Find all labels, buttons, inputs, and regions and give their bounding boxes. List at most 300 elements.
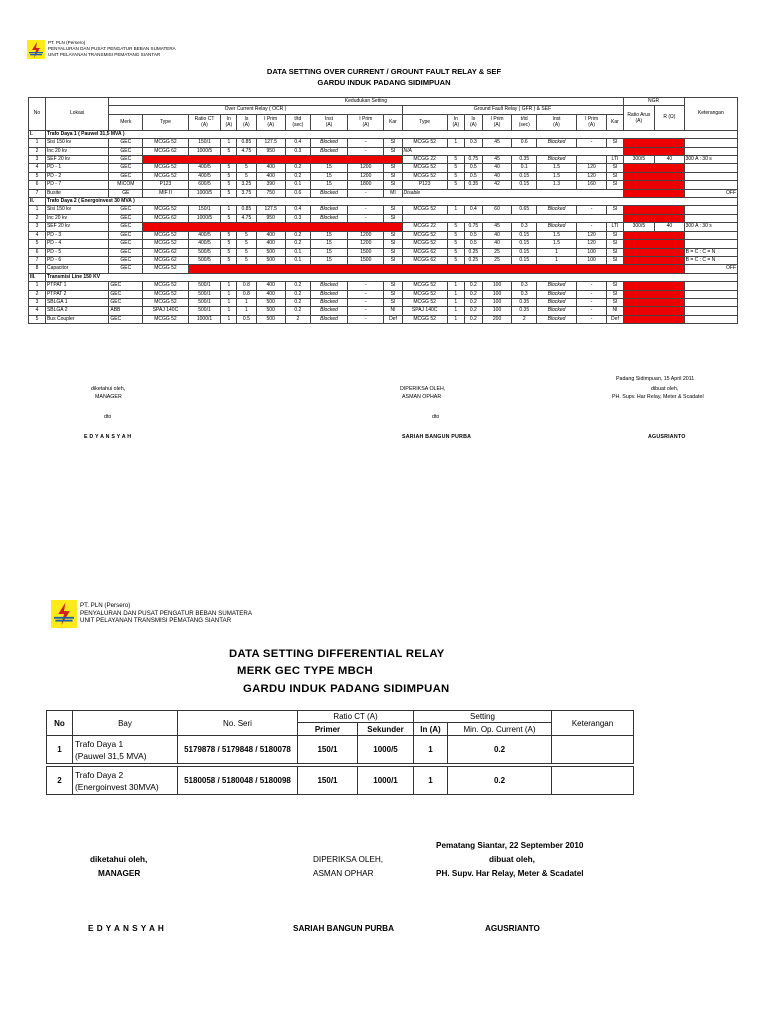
page-subtitle: GARDU INDUK PADANG SIDIMPUAN — [317, 78, 451, 87]
ocr-kar: SI — [384, 240, 402, 248]
gfr-inst: 1 — [537, 256, 577, 264]
ocr-type: MCGG 52 — [143, 240, 188, 248]
ocr-inst: Blocked — [310, 282, 347, 290]
gfr-in: 5 — [447, 172, 464, 180]
row-keterangan: 300 A : 30 s — [684, 156, 737, 164]
ocr-iprim2: - — [348, 147, 384, 155]
row-lokasi: SEF 20 kv — [45, 223, 108, 231]
ngr-blank-red — [623, 282, 684, 290]
t2-row-in: 1 — [414, 767, 448, 795]
header-in — [221, 114, 237, 130]
gfr-is: 0.75 — [464, 223, 482, 231]
gfr-type — [402, 214, 623, 222]
row-no: 4 — [29, 164, 46, 172]
ngr-blank-red — [623, 189, 684, 197]
gfr-inst: 1.5 — [537, 164, 577, 172]
ocr-iprim2: 1500 — [348, 248, 384, 256]
gfr-iprim: 100 — [482, 282, 511, 290]
header-iprim — [256, 114, 285, 130]
ocr-ct: 400/5 — [188, 164, 221, 172]
section-number: I. — [29, 130, 46, 138]
sign1-known: diketahui oleh, — [91, 386, 126, 392]
row-merk: GEC — [109, 265, 143, 273]
ocr-kar: SI — [384, 231, 402, 239]
gfr-iprim: 25 — [482, 256, 511, 264]
gfr-type: P123 — [402, 181, 447, 189]
ocr-ct: 1000/5 — [188, 147, 221, 155]
gfr-is: 0.75 — [464, 156, 482, 164]
ocr-iprim: 400 — [256, 240, 285, 248]
ocr-in: 5 — [221, 248, 237, 256]
gfr-iprim: 60 — [482, 206, 511, 214]
t2-row-no: 1 — [47, 736, 73, 764]
table-row — [29, 214, 738, 222]
row-keterangan — [684, 172, 737, 180]
ocr-td: 0.4 — [285, 206, 310, 214]
section-title: Trafo Daya 1 ( Pauwel 31,5 MVA ) — [45, 130, 737, 138]
t2-row-min: 0.2 — [448, 736, 552, 764]
is-label: Is — [471, 116, 476, 123]
gfr-td: 0.15 — [512, 240, 537, 248]
gfr-in: 5 — [447, 223, 464, 231]
ocr-kar: SI — [384, 172, 402, 180]
ocr-kar: SI — [384, 248, 402, 256]
gfr-td: 0.15 — [512, 181, 537, 189]
ocr-merk: GEC — [109, 231, 143, 239]
ngr-ratio: 300/5 — [623, 223, 655, 231]
gfr-type: MCGG 52 — [402, 240, 447, 248]
gfr-kar: SI — [607, 248, 623, 256]
gfr-iprim2: - — [576, 290, 607, 298]
row-lokasi: Busite — [45, 189, 108, 197]
gfr-inst: Blocked — [537, 223, 577, 231]
table-row — [29, 315, 738, 323]
row-keterangan — [684, 147, 737, 155]
ocr-type: SPAJ 140C — [143, 307, 188, 315]
gfr-td: 0.15 — [512, 248, 537, 256]
tfd-label: t/td — [520, 116, 528, 123]
gfr-iprim2: - — [576, 206, 607, 214]
company-header-1 — [48, 40, 176, 58]
ngr-blank-red — [623, 248, 684, 256]
table-row — [29, 156, 738, 164]
ocr-is: 5 — [237, 248, 256, 256]
ngr-ratio: 300/5 — [623, 156, 655, 164]
gfr-type: MCGG 52 — [402, 298, 447, 306]
ocr-kar: SI — [384, 164, 402, 172]
unit-a: (A) — [267, 122, 275, 129]
gfr-inst: Blocked — [537, 139, 577, 147]
gfr-iprim2: - — [576, 223, 607, 231]
gfr-in: 5 — [447, 248, 464, 256]
header-gfr-in — [447, 114, 464, 130]
ocr-ct: 150/1 — [188, 139, 221, 147]
ocr-inst: 15 — [310, 248, 347, 256]
ocr-type: MCGG 52 — [143, 172, 188, 180]
ocr-merk: ABB — [109, 307, 143, 315]
ocr-kar: SI — [384, 290, 402, 298]
ocr-iprim2: - — [348, 298, 384, 306]
table-row — [29, 265, 738, 273]
ngr-blank-red — [623, 290, 684, 298]
ocr-kar: SI — [384, 206, 402, 214]
company-unit: UNIT PELAYANAN TRANSMISI PEMATANG SIANTAR — [48, 52, 161, 57]
ocr-td: 0.2 — [285, 240, 310, 248]
ocr-ct: 500/5 — [188, 256, 221, 264]
table-row — [29, 282, 738, 290]
row-no: 5 — [29, 172, 46, 180]
t2-header-seri: No. Seri — [178, 711, 298, 736]
section-row — [29, 198, 738, 206]
ocr-type: MCGG 52 — [143, 139, 188, 147]
table-row — [29, 248, 738, 256]
t2-header-ket: Keterangan — [552, 711, 634, 736]
ocr-merk: GEC — [109, 248, 143, 256]
ocr-in: 1 — [221, 282, 237, 290]
row-keterangan — [684, 139, 737, 147]
row-no: 5 — [29, 240, 46, 248]
ocr-inst: 15 — [310, 172, 347, 180]
pln-logo-icon — [27, 40, 45, 59]
gfr-kar: Def — [607, 315, 623, 323]
gfr-iprim2: 100 — [576, 256, 607, 264]
company-name: PT. PLN (Persero) — [80, 602, 131, 609]
gfr-inst: 1 — [537, 248, 577, 256]
ngr-blank-red — [623, 206, 684, 214]
gfr-is: 0.2 — [464, 290, 482, 298]
table-row — [29, 223, 738, 231]
differential-relay-table — [46, 710, 634, 795]
section-number: II. — [29, 198, 46, 206]
row-no: 4 — [29, 231, 46, 239]
pln-logo-icon — [51, 600, 77, 628]
row-lokasi: Inc 20 kv — [45, 147, 108, 155]
header-gfr-kar: Kar — [607, 114, 623, 130]
gfr-td: 0.35 — [512, 298, 537, 306]
ocr-td: 0.2 — [285, 164, 310, 172]
ngr-blank-red — [623, 298, 684, 306]
row-keterangan — [684, 307, 737, 315]
gfr-td: 0.35 — [512, 307, 537, 315]
t2-header-primer: Primer — [298, 723, 358, 736]
gfr-iprim2: 120 — [576, 172, 607, 180]
row-no: 4 — [29, 307, 46, 315]
gfr-inst: 1.5 — [537, 231, 577, 239]
row-keterangan: OFF — [684, 265, 737, 273]
ocr-kar: SI — [384, 298, 402, 306]
table-row — [29, 298, 738, 306]
row-lokasi: Sisi 150 kv — [45, 139, 108, 147]
diff-title-2: MERK GEC TYPE MBCH — [237, 665, 373, 677]
gfr-is: 0.25 — [464, 248, 482, 256]
ocr-kar: NI — [384, 307, 402, 315]
ocr-type: MCGG 62 — [143, 248, 188, 256]
ocr-type: MCGG 52 — [143, 206, 188, 214]
gfr-td: 0.15 — [512, 231, 537, 239]
gfr-in: 1 — [447, 307, 464, 315]
in-label: In — [226, 116, 231, 123]
row-type: MCGG 52 — [143, 265, 188, 273]
header-tfd — [285, 114, 310, 130]
ocr-inst: 15 — [310, 164, 347, 172]
table-row — [29, 290, 738, 298]
gfr-in: 5 — [447, 231, 464, 239]
row-no: 7 — [29, 256, 46, 264]
ocr-is: 0.85 — [237, 139, 256, 147]
ocr-is: 0.85 — [237, 206, 256, 214]
ocr-is: 0.5 — [237, 315, 256, 323]
ocr-td: 0.2 — [285, 282, 310, 290]
header-gfr: Ground Fault Relay ( GFR ) & SEF — [402, 106, 623, 114]
table-row — [29, 139, 738, 147]
ocr-kar: SI — [384, 256, 402, 264]
iprim-label: I Prim — [359, 116, 373, 123]
gfr-in: 1 — [447, 206, 464, 214]
row-keterangan: 300 A : 30 s — [684, 223, 737, 231]
gfr-td: 0.6 — [512, 139, 537, 147]
t2-row-primer: 150/1 — [298, 736, 358, 764]
gfr-is: 0.3 — [464, 139, 482, 147]
gfr-inst: 1.3 — [537, 181, 577, 189]
table-row — [47, 736, 634, 764]
gfr-td: 0.65 — [512, 206, 537, 214]
ocr-inst: Blocked — [310, 139, 347, 147]
gfr-type: MCGG 52 — [402, 290, 447, 298]
header-ratio-arus — [623, 106, 655, 130]
ocr-ct: 500/1 — [188, 282, 221, 290]
ocr-td: 0.2 — [285, 172, 310, 180]
sign2-known: diketahui oleh, — [90, 855, 148, 864]
ocr-td: 0.6 — [285, 189, 310, 197]
ocr-merk: GEC — [109, 139, 143, 147]
ocr-merk: GEC — [109, 290, 143, 298]
gfr-is: 0.5 — [464, 172, 482, 180]
gfr-is: 0.5 — [464, 164, 482, 172]
ocr-inst: 15 — [310, 231, 347, 239]
header-lokasi: Lokasi — [45, 98, 108, 131]
row-lokasi: PD - 7 — [45, 181, 108, 189]
row-lokasi: PTPAT 1 — [45, 282, 108, 290]
ocr-in: 5 — [221, 231, 237, 239]
page-title: DATA SETTING OVER CURRENT / GROUNT FAULT RELAY & SEF — [266, 67, 502, 76]
unit-a: (A) — [362, 122, 370, 129]
t2-header-sekunder: Sekunder — [358, 723, 414, 736]
sign2-name-1: E D Y A N S Y A H — [88, 924, 165, 933]
unit-a: (A) — [553, 122, 560, 129]
ocr-merk: GEC — [109, 315, 143, 323]
t2-row-seri: 5179878 / 5179848 / 5180078 — [178, 736, 298, 764]
ocr-inst: 15 — [310, 256, 347, 264]
gfr-in: 1 — [447, 282, 464, 290]
ngr-blank-red — [623, 172, 684, 180]
table-row — [29, 189, 738, 197]
row-keterangan — [684, 206, 737, 214]
gfr-kar: SI — [607, 290, 623, 298]
gfr-inst: Blocked — [537, 156, 577, 164]
row-no: 6 — [29, 248, 46, 256]
gfr-type: MCGG 62 — [402, 256, 447, 264]
section-row — [29, 273, 738, 281]
header-gfr-inst — [537, 114, 577, 130]
table-row — [29, 206, 738, 214]
row-no: 5 — [29, 315, 46, 323]
row-lokasi: SBLGA 2 — [45, 307, 108, 315]
gfr-type: MCGG 52 — [402, 172, 447, 180]
company-unit: UNIT PELAYANAN TRANSMISI PEMATANG SIANTAR — [80, 617, 232, 625]
ocr-iprim: 127.5 — [256, 139, 285, 147]
header-type: Type — [143, 114, 188, 130]
gfr-kar: SI — [607, 282, 623, 290]
table-row — [29, 172, 738, 180]
gfr-kar: SI — [607, 240, 623, 248]
header-merk: Merk — [109, 114, 143, 130]
ocr-in: 1 — [221, 298, 237, 306]
ocr-merk: GEC — [109, 147, 143, 155]
gfr-type: SPAJ 140C — [402, 307, 447, 315]
row-keterangan — [684, 214, 737, 222]
ocr-is: 5 — [237, 231, 256, 239]
bay-line-1: Trafo Daya 1 — [75, 738, 124, 749]
bay-line-2: (Pauwel 31,5 MVA) — [75, 750, 147, 761]
iprim-label: I Prim — [585, 116, 599, 123]
unit-a: (A) — [325, 122, 333, 129]
ocr-iprim: 400 — [256, 290, 285, 298]
ocr-ct: 500/5 — [188, 248, 221, 256]
gfr-is: 0.4 — [464, 206, 482, 214]
ocr-inst: 15 — [310, 181, 347, 189]
row-lokasi: Sisi 150 kv — [45, 206, 108, 214]
ocr-is: 4.75 — [237, 214, 256, 222]
gfr-iprim2: 120 — [576, 231, 607, 239]
ocr-type: P123 — [143, 181, 188, 189]
ocr-type: MCGG 52 — [143, 282, 188, 290]
ocr-kar: SI — [384, 139, 402, 147]
ocr-kar: SI — [384, 181, 402, 189]
ocr-merk: GEC — [109, 298, 143, 306]
ocr-td: 0.1 — [285, 181, 310, 189]
t2-row-no: 2 — [47, 767, 73, 795]
gfr-inst: 1.5 — [537, 240, 577, 248]
row-lokasi: PD - 5 — [45, 248, 108, 256]
gfr-kar: SI — [607, 181, 623, 189]
gfr-is: 0.25 — [464, 256, 482, 264]
gfr-in: 5 — [447, 256, 464, 264]
gfr-iprim: 45 — [482, 139, 511, 147]
ocr-iprim: 400 — [256, 164, 285, 172]
ocr-inst: Blocked — [310, 147, 347, 155]
blank-red — [188, 265, 684, 273]
ocr-type: MCGG 52 — [143, 164, 188, 172]
gfr-inst: Blocked — [537, 315, 577, 323]
sign1-name-1: E D Y A N S Y A H — [84, 434, 132, 440]
ocr-td: 0.1 — [285, 248, 310, 256]
row-keterangan — [684, 282, 737, 290]
header-keterangan: Keterangan — [684, 98, 737, 131]
unit-a: (A) — [225, 122, 233, 129]
sign1-manager: MANAGER — [95, 394, 122, 400]
ocr-gfr-setting-table — [28, 97, 738, 324]
company-division: PENYALURAN DAN PUSAT PENGATUR BEBAN SUMATERA — [48, 46, 176, 51]
ocr-iprim: 500 — [256, 315, 285, 323]
ngr-blank-red — [623, 315, 684, 323]
t2-header-no: No — [47, 711, 73, 736]
ocr-ct: 1000/5 — [188, 189, 221, 197]
ocr-is: 5 — [237, 240, 256, 248]
ocr-in: 5 — [221, 172, 237, 180]
ocr-td: 0.2 — [285, 307, 310, 315]
ocr-iprim: 127.5 — [256, 206, 285, 214]
header-r: R (Ω) — [655, 106, 684, 130]
ocr-merk: GEC — [109, 240, 143, 248]
ocr-td: 0.2 — [285, 290, 310, 298]
row-no: 1 — [29, 282, 46, 290]
gfr-iprim2: - — [576, 298, 607, 306]
ocr-kar: MI — [384, 189, 402, 197]
section-row — [29, 130, 738, 138]
ocr-inst: 15 — [310, 240, 347, 248]
row-no: 6 — [29, 181, 46, 189]
unit-a: (A) — [452, 122, 460, 129]
gfr-iprim: 42 — [482, 181, 511, 189]
row-lokasi: Inc 20 kv — [45, 214, 108, 222]
row-no: 3 — [29, 298, 46, 306]
ocr-merk: GEC — [109, 256, 143, 264]
ocr-in: 1 — [221, 307, 237, 315]
table-row — [29, 307, 738, 315]
ocr-ct: 400/5 — [188, 172, 221, 180]
gfr-in: 5 — [447, 240, 464, 248]
sign2-made: dibuat oleh, — [489, 855, 535, 864]
gfr-inst: Blocked — [537, 206, 577, 214]
gfr-iprim2: - — [576, 315, 607, 323]
ocr-is: 5 — [237, 172, 256, 180]
sign2-name-2: SARIAH BANGUN PURBA — [293, 924, 394, 933]
row-keterangan — [684, 181, 737, 189]
header-kedudukan: Kedudukan Setting — [109, 98, 623, 106]
ocr-ct: 150/1 — [188, 206, 221, 214]
ratio-arus-unit: (A) — [635, 118, 643, 125]
ngr-blank-red — [623, 214, 684, 222]
sign1-name-2: SARIAH BANGUN PURBA — [402, 434, 472, 440]
ocr-in: 1 — [221, 290, 237, 298]
ocr-td: 0.3 — [285, 147, 310, 155]
doc-title-1 — [0, 66, 768, 88]
gfr-type: MCGG 52 — [402, 206, 447, 214]
ocr-iprim: 500 — [256, 298, 285, 306]
ocr-inst: Blocked — [310, 214, 347, 222]
gfr-type: MCGG 22 — [402, 223, 447, 231]
unit-a: (A) — [588, 122, 595, 129]
ocr-is: 5 — [237, 164, 256, 172]
header-ocr: Over Current Relay ( OCR ) — [109, 106, 402, 114]
gfr-inst: Blocked — [537, 298, 577, 306]
t2-row-ket — [552, 736, 634, 764]
iprim-label: I Prim — [490, 116, 504, 123]
header-ngr: NGR — [623, 98, 684, 106]
gfr-type: N/A — [402, 147, 623, 155]
sign1-dto-1: dto — [104, 414, 112, 420]
gfr-iprim: 200 — [482, 315, 511, 323]
ocr-kar: SI — [384, 282, 402, 290]
t2-header-setting: Setting — [414, 711, 552, 723]
ocr-td: 0.3 — [285, 214, 310, 222]
t2-row-bay — [73, 767, 178, 795]
gfr-type: MCGG 52 — [402, 231, 447, 239]
ngr-blank-red — [623, 231, 684, 239]
row-no: 2 — [29, 290, 46, 298]
row-keterangan: B = C : C = N — [684, 248, 737, 256]
table-row — [29, 181, 738, 189]
